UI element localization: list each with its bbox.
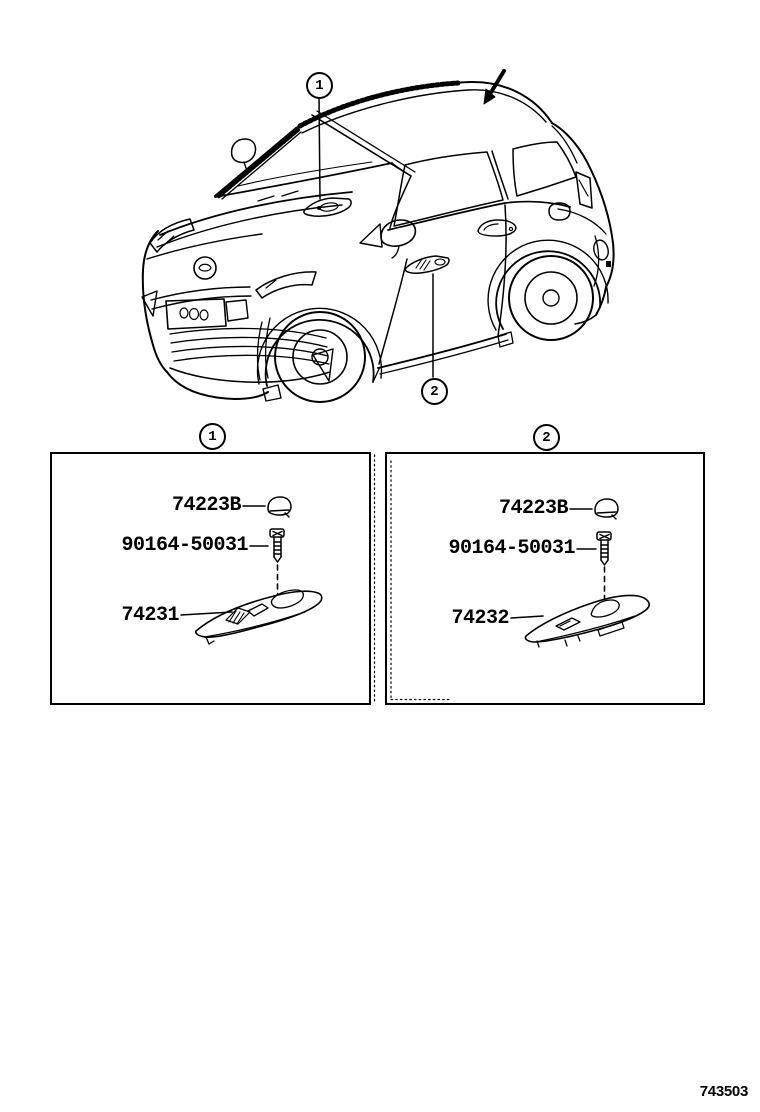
car-illustration (142, 82, 614, 402)
part-number-74231[interactable]: 74231 (121, 604, 179, 627)
figure-callout-1-badge: 1 (306, 72, 333, 99)
part-number-74223B[interactable]: 74223B (498, 497, 568, 520)
part-number-74223B[interactable]: 74223B (171, 494, 241, 517)
detail-box-2 (385, 452, 705, 705)
part-number-74232[interactable]: 74232 (451, 607, 509, 630)
figure-code: 743503 (699, 1083, 748, 1100)
part-number-90164-50031[interactable]: 90164-50031 (448, 537, 575, 560)
door-switch-plate (405, 256, 449, 273)
box2-callout-badge: 2 (533, 424, 560, 451)
detail-box-1 (50, 452, 371, 705)
callout-1-leader (319, 96, 320, 199)
figure-callout-2-badge: 2 (421, 378, 448, 405)
part-number-90164-50031[interactable]: 90164-50031 (121, 534, 248, 557)
box1-callout-badge: 1 (199, 423, 226, 450)
direction-arrow-icon (484, 71, 504, 104)
